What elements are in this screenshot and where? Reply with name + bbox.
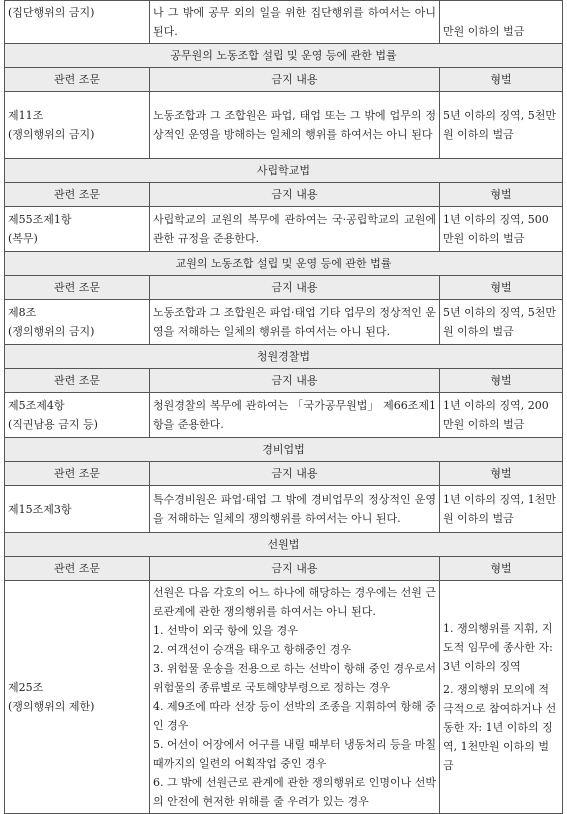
header-prohibition: 금지 내용 <box>150 557 440 581</box>
column-header-row <box>5 276 563 300</box>
penalty-cell: 5년 이하의 징역, 5천만원 이하의 벌금 <box>440 300 563 345</box>
table-row <box>5 92 563 159</box>
header-penalty: 형벌 <box>440 276 563 300</box>
header-article: 관련 조문 <box>5 557 150 581</box>
header-article: 관련 조문 <box>5 183 150 207</box>
list-item: 1. 선박이 외국 항에 있을 경우 <box>153 624 298 637</box>
penalty-item: 1. 쟁의행위를 지휘, 지도적 임무에 종사한 자: 3년 이하의 징역 <box>443 622 553 673</box>
column-header-row <box>5 369 563 393</box>
prohibition-cell: 청원경찰의 복무에 관하여는 「국가공무원법」 제66조제1항을 준용한다. <box>150 393 440 438</box>
law-title: 선원법 <box>5 533 563 557</box>
article-cell: 제11조 (쟁의행위의 금지) <box>5 92 150 159</box>
law-title: 경비업법 <box>5 438 563 462</box>
law-title: 사립학교법 <box>5 159 563 183</box>
penalty-list-cell <box>440 581 563 814</box>
law-title-row <box>5 533 563 557</box>
law-title: 공무원의 노동조합 설립 및 운영 등에 관한 법률 <box>5 44 563 68</box>
penalty-cell: 만원 이하의 벌금 <box>440 1 563 44</box>
law-title-row <box>5 252 563 276</box>
law-title-row <box>5 44 563 68</box>
column-header-row <box>5 462 563 486</box>
law-title-row <box>5 438 563 462</box>
article-cell: 제8조 (쟁의행위의 금지) <box>5 300 150 345</box>
penalty-cell: 1년 이하의 징역, 500만원 이하의 벌금 <box>440 207 563 252</box>
prohibition-intro: 선원은 다음 각호의 어느 하나에 해당하는 경우에는 선원 근로관계에 관한 쟁의행위를 하여서는 아니 된다. <box>153 586 436 618</box>
penalty-item: 2. 쟁의행위 모의에 적극적으로 참여하거나 선동한 자: 1년 이하의 징역, 1천만원 이하의 벌금 <box>443 683 557 772</box>
header-prohibition: 금지 내용 <box>150 183 440 207</box>
article-cell: 제55조제1항 (복무) <box>5 207 150 252</box>
penalty-cell: 1년 이하의 징역, 200만원 이하의 벌금 <box>440 393 563 438</box>
law-title: 교원의 노동조합 설립 및 운영 등에 관한 법률 <box>5 252 563 276</box>
article-cell: 제5조제4항 (직권남용 금지 등) <box>5 393 150 438</box>
header-penalty: 형벌 <box>440 183 563 207</box>
penalty-cell: 1년 이하의 징역, 1천만원 이하의 벌금 <box>440 486 563 533</box>
header-article: 관련 조문 <box>5 276 150 300</box>
law-comparison-table <box>4 0 563 814</box>
table-row <box>5 300 563 345</box>
header-article: 관련 조문 <box>5 68 150 92</box>
header-prohibition: 금지 내용 <box>150 68 440 92</box>
prohibition-cell: 나 그 밖에 공무 외의 일을 위한 집단행위를 하여서는 아니 된다. <box>150 1 440 44</box>
law-title-row <box>5 159 563 183</box>
header-prohibition: 금지 내용 <box>150 369 440 393</box>
prohibition-cell: 사립학교의 교원의 복무에 관하여는 국·공립학교의 교원에 관한 규정을 준용한다. <box>150 207 440 252</box>
column-header-row <box>5 68 563 92</box>
article-cell: (집단행위의 금지) <box>5 1 150 44</box>
list-item: 2. 여객선이 승객을 태우고 항해중인 경우 <box>153 643 351 656</box>
article-cell: 제15조제3항 <box>5 486 150 533</box>
prohibition-cell: 특수경비원은 파업·태업 그 밖에 경비업무의 정상적인 운영을 저해하는 일체의 쟁의행위를 하여서는 아니 된다. <box>150 486 440 533</box>
header-penalty: 형벌 <box>440 557 563 581</box>
header-article: 관련 조문 <box>5 369 150 393</box>
header-penalty: 형벌 <box>440 68 563 92</box>
table-row <box>5 581 563 814</box>
column-header-row <box>5 183 563 207</box>
prohibition-cell: 노동조합과 그 조합원은 파업, 태업 또는 그 밖에 업무의 정상적인 운영을 방해하는 일체의 행위를 하여서는 아니 된다 <box>150 92 440 159</box>
header-penalty: 형벌 <box>440 369 563 393</box>
prohibition-cell: 노동조합과 그 조합원은 파업·태업 기타 업무의 정상적인 운영을 저해하는 일체의 행위를 하여서는 아니 된다. <box>150 300 440 345</box>
table-row <box>5 486 563 533</box>
list-item: 4. 제9조에 따라 선장 등이 선박의 조종을 지휘하여 항해 중인 경우 <box>153 700 436 732</box>
penalty-cell: 5년 이하의 징역, 5천만원 이하의 벌금 <box>440 92 563 159</box>
table-row <box>5 207 563 252</box>
header-prohibition: 금지 내용 <box>150 462 440 486</box>
list-item: 5. 어선이 어장에서 어구를 내릴 때부터 냉동처리 등을 마칠 때까지의 일련의 어획작업 중인 경우 <box>153 738 436 770</box>
header-penalty: 형벌 <box>440 462 563 486</box>
header-prohibition: 금지 내용 <box>150 276 440 300</box>
header-article: 관련 조문 <box>5 462 150 486</box>
column-header-row <box>5 557 563 581</box>
list-item: 6. 그 밖에 선원근로 관계에 관한 쟁의행위로 인명이나 선박의 안전에 현저한 위해를 줄 우려가 있는 경우 <box>153 776 436 808</box>
law-title: 청원경찰법 <box>5 345 563 369</box>
table-row <box>5 1 563 44</box>
article-cell: 제25조 (쟁의행위의 제한) <box>5 581 150 814</box>
prohibition-list-cell <box>150 581 440 814</box>
law-title-row <box>5 345 563 369</box>
table-row <box>5 393 563 438</box>
list-item: 3. 위험물 운송을 전용으로 하는 선박이 항해 중인 경우로서 위험물의 종류별로 국토해양부령으로 정하는 경우 <box>153 662 436 694</box>
